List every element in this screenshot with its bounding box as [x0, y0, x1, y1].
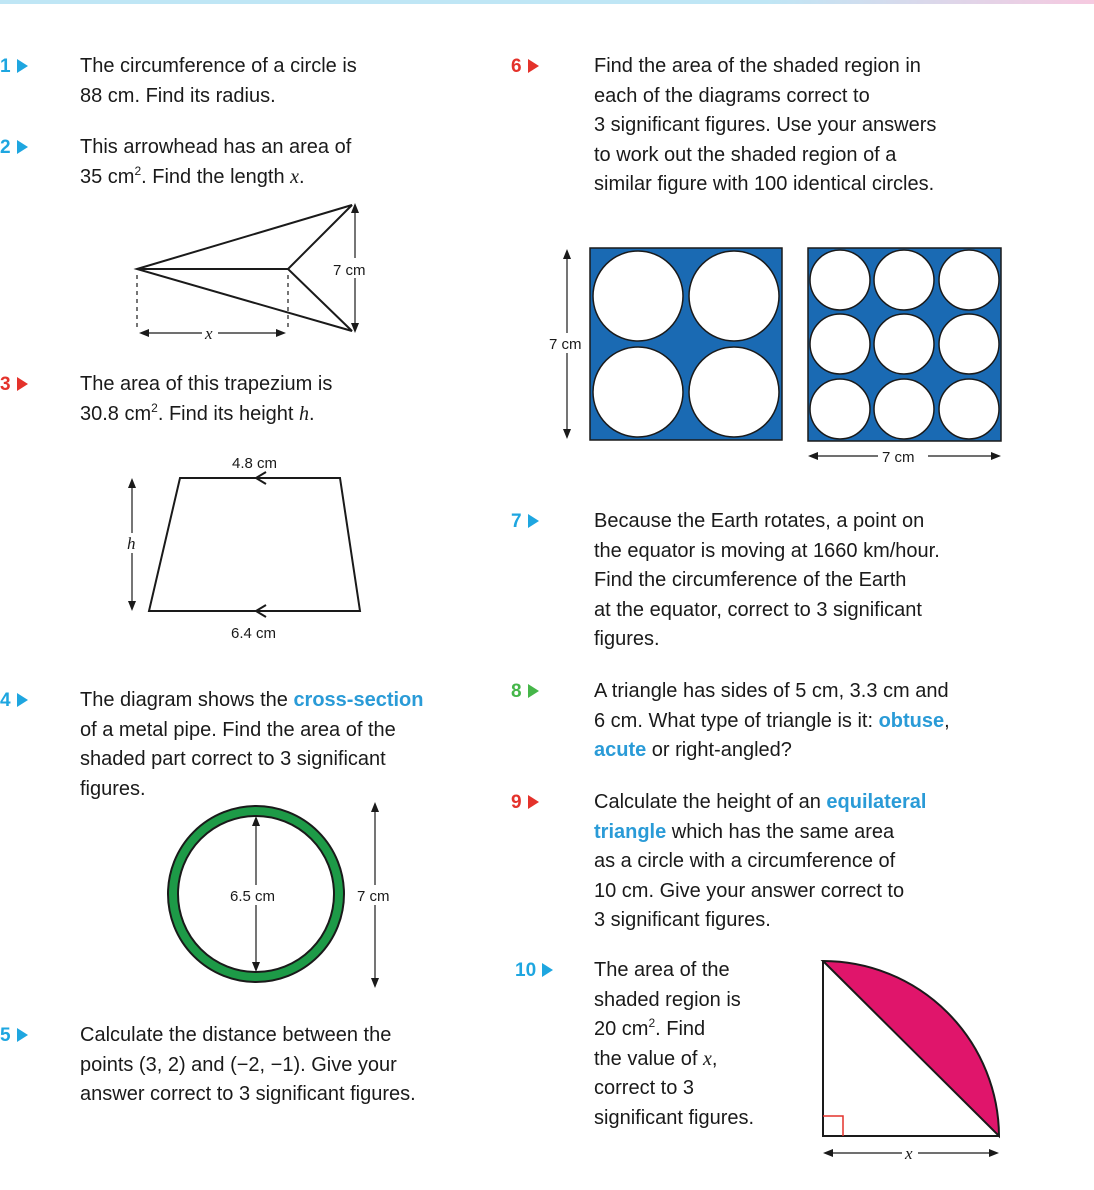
circle: [593, 347, 683, 437]
q4-line: figures.: [80, 777, 146, 800]
trapezium-shape: [149, 478, 360, 611]
q10-line: correct to 3: [594, 1077, 695, 1099]
q10-line: shaded region is: [594, 988, 741, 1011]
arrow-head-icon: [808, 452, 818, 460]
q3-line: The area of this trapezium is: [80, 373, 333, 395]
q6-line: similar figure with 100 identical circles.: [594, 173, 935, 195]
q9-line: triangle which has the same area: [594, 820, 895, 843]
q2-text: [80, 133, 480, 192]
q7-line: at the equator, correct to 3 significant: [594, 598, 922, 621]
circle: [689, 251, 779, 341]
q10-line: The area of the: [594, 959, 730, 981]
circle: [810, 250, 870, 310]
outer-diameter-label: 7 cm: [357, 888, 390, 905]
q1-number: 1: [0, 52, 28, 82]
right-angle-marker-icon: [823, 1116, 843, 1136]
circle: [874, 250, 934, 310]
q9-number: 9: [511, 788, 539, 818]
arrow-head-icon: [351, 323, 359, 333]
q8-line: 6 cm. What type of triangle is it: obtuse,: [594, 709, 950, 732]
q6-number: 6: [511, 52, 539, 82]
q8-number: 8: [511, 677, 539, 707]
q7-line: figures.: [594, 628, 660, 650]
q1-text: [80, 52, 480, 111]
q8-line: acute or right-angled?: [594, 739, 792, 761]
arrow-head-icon: [128, 601, 136, 611]
q3-text: [80, 370, 480, 429]
circle: [689, 347, 779, 437]
circle: [939, 250, 999, 310]
circle: [874, 379, 934, 439]
arrow-head-icon: [823, 1149, 833, 1157]
keyword-triangle: triangle: [594, 820, 667, 843]
arrow-head-icon: [276, 329, 286, 337]
q6-line: 3 significant figures. Use your answers: [594, 114, 937, 136]
q8-line: A triangle has sides of 5 cm, 3.3 cm and: [594, 680, 949, 702]
circle: [874, 314, 934, 374]
q10-line: 20 $cm^2$. Find: [594, 1016, 706, 1040]
bottom-side-label: 6.4 cm: [231, 625, 277, 642]
q7-line: Because the Earth rotates, a point on: [594, 510, 925, 532]
q10-line: the value of x,: [594, 1047, 718, 1070]
q7-number: 7: [511, 507, 539, 537]
q2-line: This arrowhead has an area of: [80, 136, 352, 158]
arrow-head-icon: [563, 429, 571, 439]
bottom-side-label: 7 cm: [882, 449, 915, 466]
q4-text: [80, 686, 500, 804]
keyword-cross-section: cross-section: [293, 689, 424, 711]
circle: [810, 379, 870, 439]
shaded-segment: [823, 961, 999, 1136]
q9-line: as a circle with a circumference of: [594, 850, 896, 872]
q5-line: points (3, 2) and (−2, −1). Give your: [80, 1053, 397, 1076]
inner-diameter-label: 6.5 cm: [230, 888, 276, 905]
circle: [939, 379, 999, 439]
q10-text: [594, 956, 824, 1133]
q4-line: of a metal pipe. Find the area of the: [80, 718, 396, 741]
arrow-head-icon: [351, 203, 359, 213]
q3-line: 30.8 $cm^2$. Find its height h.: [80, 400, 315, 425]
q8-text: [594, 677, 1054, 766]
q9-line: 3 significant figures.: [594, 909, 771, 931]
q2-line: 35 $cm^2$. Find the length x.: [80, 163, 305, 188]
q6-line: each of the diagrams correct to: [594, 84, 870, 107]
circle: [810, 314, 870, 374]
arrow-head-icon: [128, 478, 136, 488]
arrow-head-icon: [139, 329, 149, 337]
q4-line: shaded part correct to 3 significant: [80, 748, 386, 770]
q9-line: 10 cm. Give your answer correct to: [594, 879, 905, 902]
x-label: x: [205, 324, 213, 343]
top-side-label: 4.8 cm: [232, 455, 278, 472]
q6-line: Find the area of the shaded region in: [594, 55, 921, 77]
x-label: x: [905, 1144, 913, 1163]
q10-number: 10: [515, 956, 553, 986]
q1-line: The circumference of a circle is: [80, 55, 357, 77]
side-length-label: 7 cm: [333, 262, 366, 279]
q5-text: [80, 1021, 500, 1110]
keyword-obtuse: obtuse: [878, 709, 945, 732]
arrow-head-icon: [991, 452, 1001, 460]
q4-line: The diagram shows the cross-section: [80, 689, 424, 711]
q5-number: 5: [0, 1021, 28, 1051]
q9-line: Calculate the height of an equilateral: [594, 791, 927, 813]
q1-line: 88 cm. Find its radius.: [80, 84, 276, 107]
q10-line: significant figures.: [594, 1106, 755, 1129]
arrow-head-icon: [371, 978, 379, 988]
keyword-equilateral: equilateral: [826, 791, 927, 813]
top-border: [0, 0, 1094, 4]
q6-text: [594, 52, 1034, 200]
q9-text: [594, 788, 1034, 936]
circle: [939, 314, 999, 374]
q7-line: Find the circumference of the Earth: [594, 569, 907, 591]
q7-line: the equator is moving at 1660 km/hour.: [594, 539, 940, 562]
left-side-label: 7 cm: [549, 336, 582, 353]
q2-number: 2: [0, 133, 28, 163]
arrow-head-icon: [563, 249, 571, 259]
arrow-head-icon: [989, 1149, 999, 1157]
q4-number: 4: [0, 686, 28, 716]
q3-number: 3: [0, 370, 28, 400]
q5-line: answer correct to 3 significant figures.: [80, 1083, 416, 1105]
circle: [593, 251, 683, 341]
h-label: h: [127, 534, 136, 553]
q6-line: to work out the shaded region of a: [594, 143, 897, 166]
keyword-acute: acute: [594, 739, 647, 761]
q7-text: [594, 507, 1034, 655]
q5-line: Calculate the distance between the: [80, 1024, 392, 1046]
